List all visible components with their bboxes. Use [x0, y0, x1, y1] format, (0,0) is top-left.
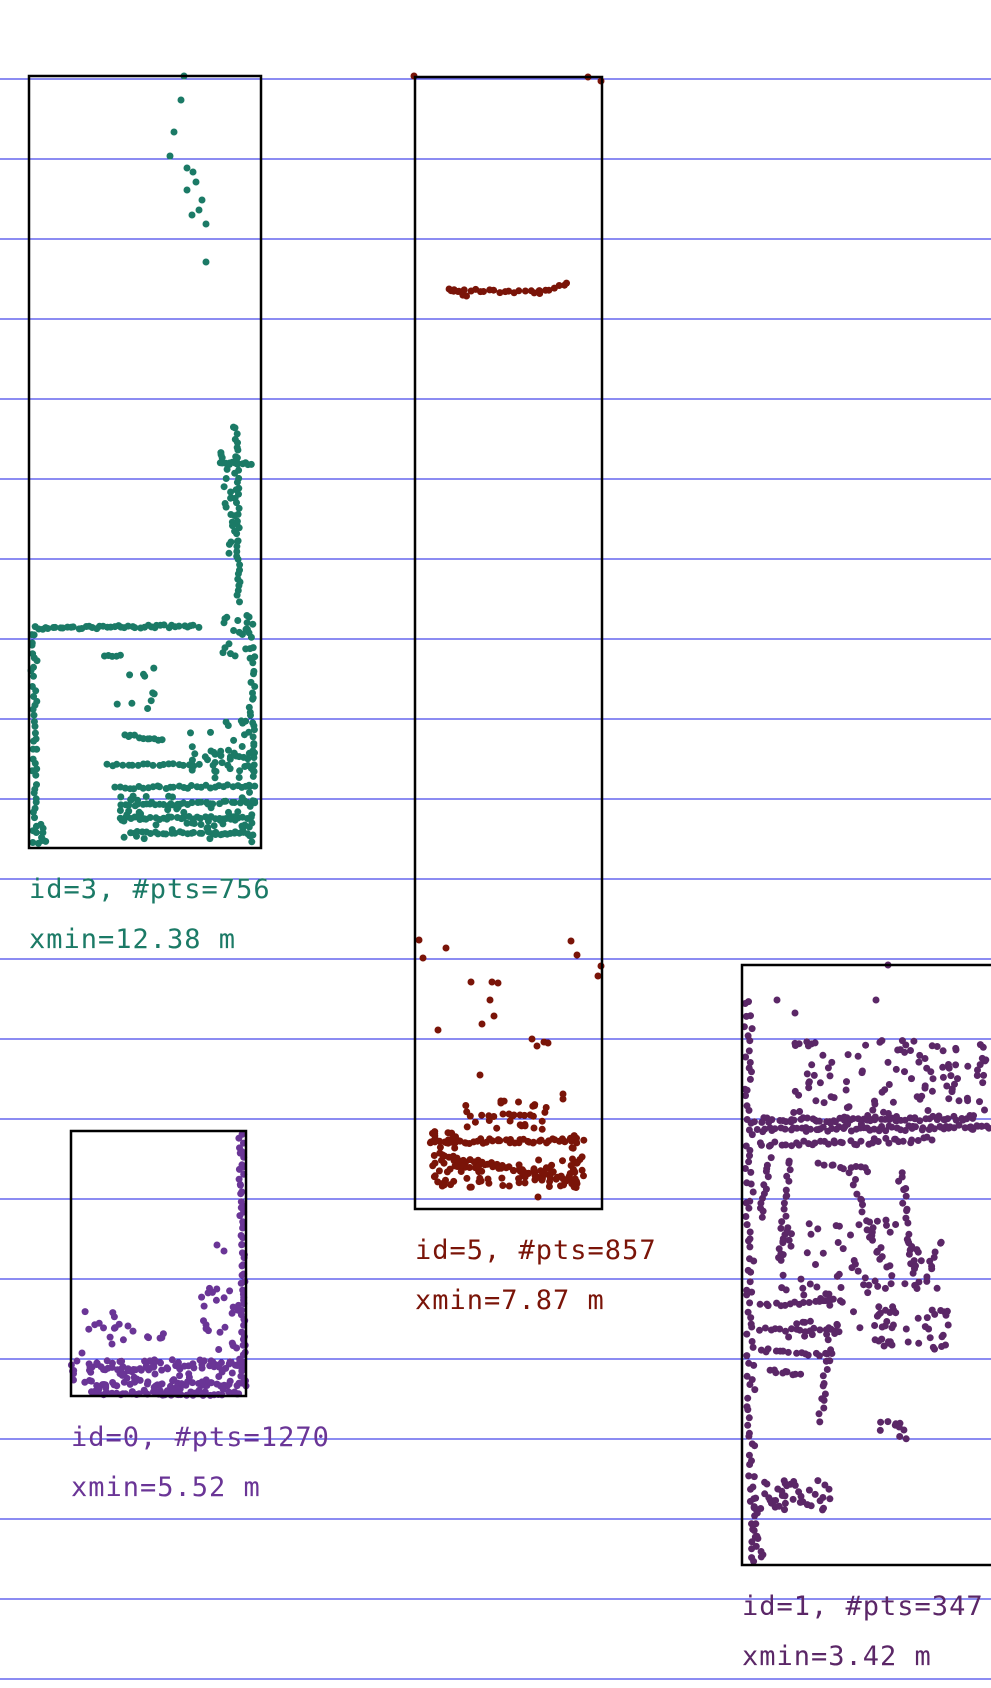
cluster-3-xmin-label: xmin=12.38 m	[29, 924, 237, 955]
cluster-3-id-label: id=3, #pts=756	[29, 874, 271, 905]
cluster-1-id-label: id=1, #pts=347	[742, 1591, 984, 1622]
cluster-5-id-label: id=5, #pts=857	[415, 1235, 657, 1266]
cluster-1-bounding-box	[742, 965, 991, 1565]
cluster-5-xmin-label: xmin=7.87 m	[415, 1285, 605, 1316]
cluster-3-points	[28, 73, 259, 847]
cluster-0-xmin-label: xmin=5.52 m	[71, 1472, 261, 1503]
cluster-0-id-label: id=0, #pts=1270	[71, 1422, 330, 1453]
cluster-1-points	[741, 962, 991, 1565]
cluster-0-bounding-box	[71, 1131, 246, 1396]
cluster-1-xmin-label: xmin=3.42 m	[742, 1641, 932, 1672]
cluster-5-points	[411, 73, 605, 1201]
